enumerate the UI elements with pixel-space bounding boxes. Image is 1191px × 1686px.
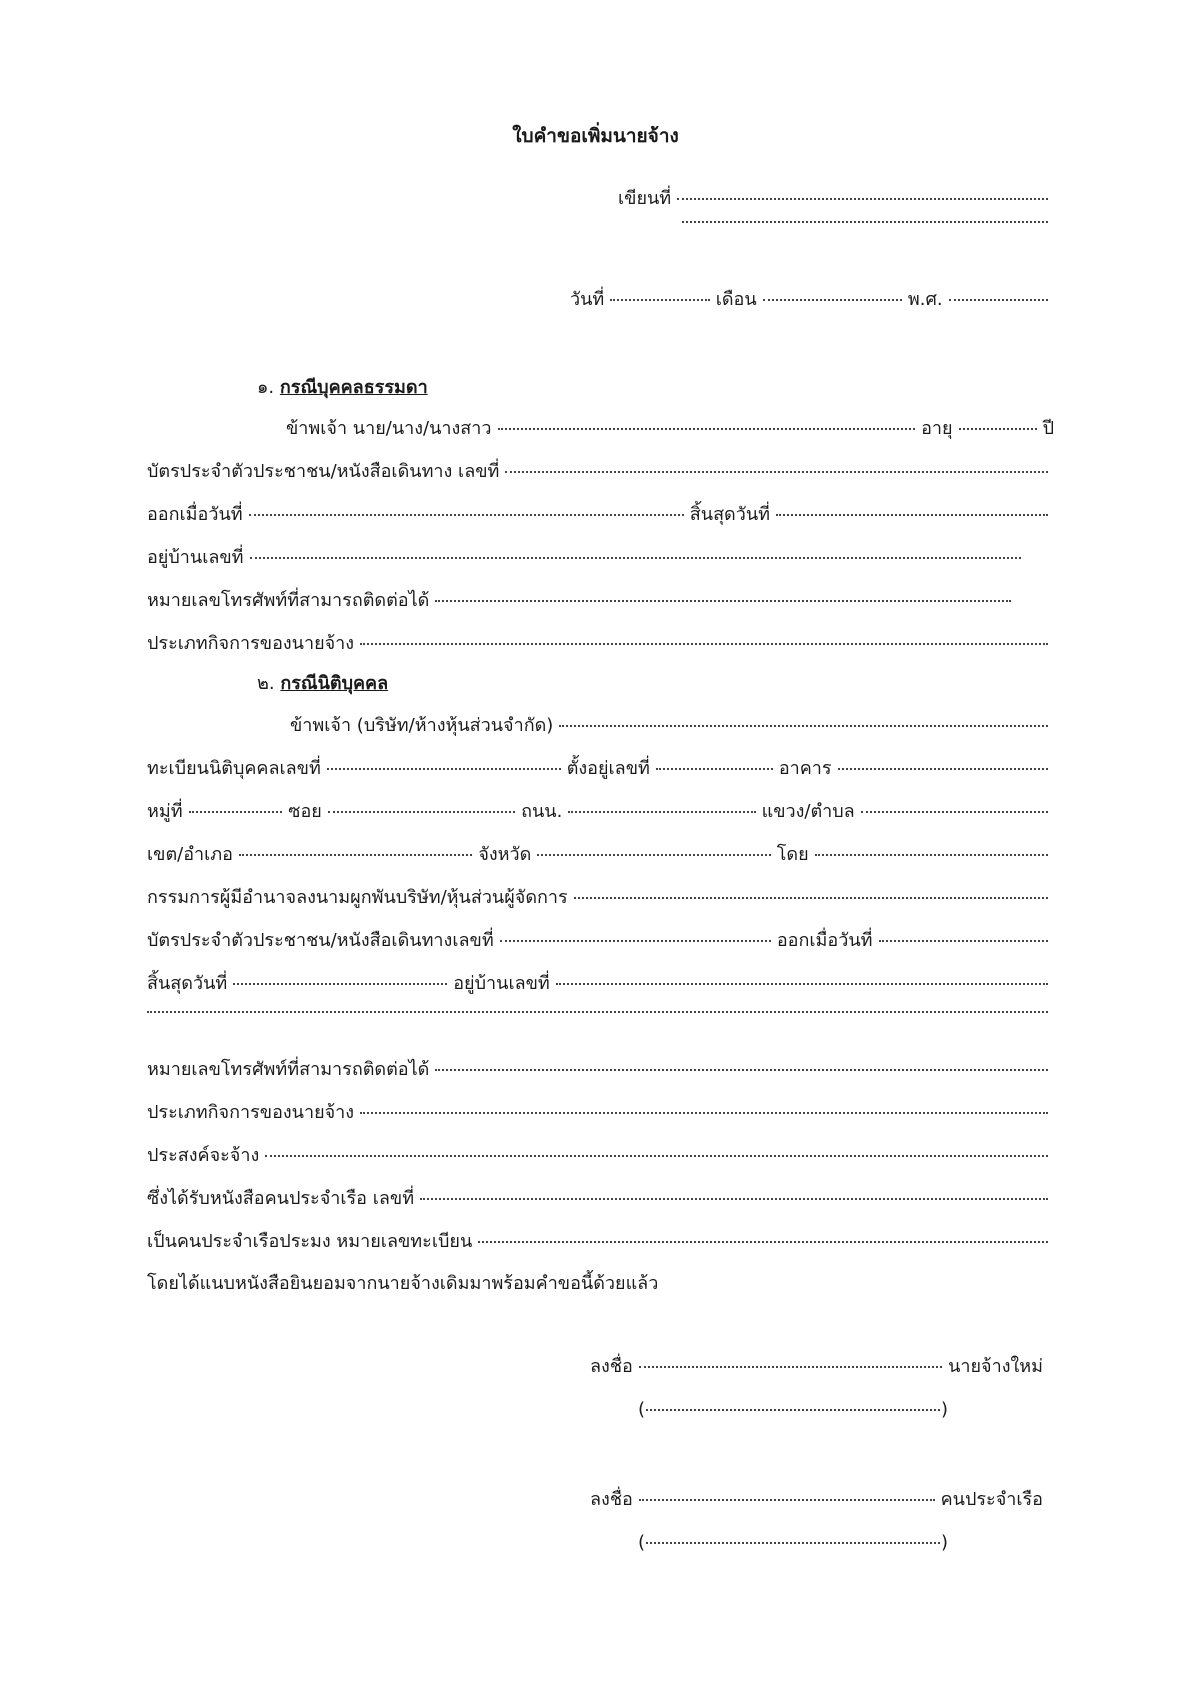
s1-name-field[interactable] [498, 428, 916, 430]
s2-company-line [290, 714, 1054, 738]
s2-subdistrict-label: แขวง/ตำบล [761, 801, 855, 822]
s2-hire-field[interactable] [265, 1155, 1048, 1157]
crew-name-line [638, 1531, 948, 1555]
s1-expiry-field[interactable] [776, 514, 1048, 516]
s2-moo-field[interactable] [189, 811, 283, 813]
s2-address-label: อยู่บ้านเลขที่ [453, 973, 550, 994]
s2-expiry-field[interactable] [233, 983, 447, 985]
s1-issue-field[interactable] [249, 514, 684, 516]
s2-business-line [147, 1101, 1054, 1125]
s2-building-field[interactable] [838, 768, 1048, 770]
s1-address-line [147, 546, 1027, 570]
s1-name-line [286, 417, 1054, 441]
date-month-field[interactable] [763, 299, 902, 301]
crew-name-field[interactable] [646, 1542, 940, 1544]
s2-crewbook-field[interactable] [420, 1198, 1048, 1200]
s2-address-field[interactable] [556, 983, 1048, 985]
s2-by-label: โดย [776, 844, 809, 865]
s2-expiry-line [147, 972, 1054, 996]
s2-road-field[interactable] [568, 811, 755, 813]
date-month-label: เดือน [715, 289, 757, 310]
s1-name-label: ข้าพเจ้า นาย/นาง/นางสาว [286, 418, 492, 439]
s1-id-label: บัตรประจำตัวประชาชน/หนังสือเดินทาง เลขที่ [147, 461, 500, 482]
s2-reg-line [147, 757, 1054, 781]
s1-years-label: ปี [1042, 418, 1054, 439]
sign-employer-field[interactable] [639, 1366, 942, 1368]
date-day-label: วันที่ [570, 289, 605, 310]
section2-heading [257, 672, 388, 696]
s2-company-field[interactable] [559, 725, 1048, 727]
crew-paren-open: ( [638, 1532, 646, 1553]
s1-age-label: อายุ [921, 418, 953, 439]
s2-issue-label: ออกเมื่อวันที่ [776, 930, 873, 951]
employer-name-field[interactable] [646, 1409, 940, 1411]
written-at-field[interactable] [677, 198, 1048, 200]
s2-id-line [147, 929, 1054, 953]
employer-paren-close: ) [940, 1399, 948, 1420]
crew-label: คนประจำเรือ [940, 1489, 1043, 1510]
s2-director-field[interactable] [574, 897, 1048, 899]
s1-business-field[interactable] [360, 643, 1048, 645]
s1-phone-label: หมายเลขโทรศัพท์ที่สามารถติดต่อได้ [147, 590, 430, 611]
s2-road-label: ถนน. [521, 801, 563, 822]
s2-phone-label: หมายเลขโทรศัพท์ที่สามารถติดต่อได้ [147, 1059, 430, 1080]
s2-moo-label: หมู่ที่ [147, 801, 183, 822]
s1-address-field[interactable] [250, 557, 1021, 559]
s2-province-label: จังหวัด [478, 844, 532, 865]
s2-building-label: อาคาร [778, 758, 832, 779]
s2-consent-line [147, 1272, 1054, 1296]
section1-number: ๑. [257, 377, 275, 398]
s2-id-field[interactable] [500, 940, 771, 942]
s2-business-field[interactable] [360, 1112, 1048, 1114]
s2-director-label: กรรมการผู้มีอำนาจลงนามผูกพันบริษัท/หุ้นส่วนผู้จัดการ [147, 887, 568, 908]
s2-company-label: ข้าพเจ้า (บริษัท/ห้างหุ้นส่วนจำกัด) [290, 715, 554, 736]
section2-title: กรณีนิติบุคคล [280, 673, 389, 694]
written-at-line-2 [676, 225, 1054, 227]
s1-age-field[interactable] [959, 428, 1037, 430]
s1-id-field[interactable] [505, 471, 1048, 473]
document-title: ใบคำขอเพิ่มนายจ้าง [512, 125, 679, 147]
s2-by-field[interactable] [815, 854, 1048, 856]
s1-expiry-label: สิ้นสุดวันที่ [689, 504, 771, 525]
section2-number: ๒. [257, 673, 275, 694]
s2-vessel-label: เป็นคนประจำเรือประมง หมายเลขทะเบียน [147, 1231, 473, 1252]
sign-employer-line [590, 1355, 1043, 1379]
s2-located-field[interactable] [656, 768, 773, 770]
s1-business-label: ประเภทกิจการของนายจ้าง [147, 633, 355, 654]
section1-heading [257, 376, 428, 400]
s2-consent-text: โดยได้แนบหนังสือยินยอมจากนายจ้างเดิมมาพร้อมคำขอนี้ด้วยแล้ว [147, 1273, 659, 1294]
s1-phone-field[interactable] [435, 600, 1011, 602]
s2-phone-line [147, 1058, 1054, 1082]
s2-hire-label: ประสงค์จะจ้าง [147, 1145, 260, 1166]
sign-crew-field[interactable] [639, 1499, 935, 1501]
s2-business-label: ประเภทกิจการของนายจ้าง [147, 1102, 355, 1123]
date-year-label: พ.ศ. [907, 289, 943, 310]
s2-address-field-2[interactable] [147, 1011, 1048, 1013]
written-at-line [618, 187, 1054, 211]
written-at-field-2[interactable] [682, 221, 1048, 223]
employer-paren-open: ( [638, 1399, 646, 1420]
s2-vessel-field[interactable] [478, 1241, 1048, 1243]
s2-district-label: เขต/อำเภอ [147, 844, 233, 865]
new-employer-label: นายจ้างใหม่ [948, 1356, 1043, 1377]
date-line [570, 288, 1054, 312]
s1-address-label: อยู่บ้านเลขที่ [147, 547, 244, 568]
s1-phone-line [147, 589, 1017, 613]
s2-province-field[interactable] [537, 854, 770, 856]
s2-district-line [147, 843, 1054, 867]
s2-district-field[interactable] [239, 854, 472, 856]
s1-issue-label: ออกเมื่อวันที่ [147, 504, 243, 525]
s2-vessel-line [147, 1230, 1054, 1254]
s2-director-line [147, 886, 1054, 910]
written-at-label: เขียนที่ [618, 188, 672, 209]
s2-reg-label: ทะเบียนนิติบุคคลเลขที่ [147, 758, 321, 779]
s2-crewbook-line [147, 1187, 1054, 1211]
s1-id-line [147, 460, 1054, 484]
sign-crew-label: ลงชื่อ [590, 1489, 633, 1510]
s2-reg-field[interactable] [327, 768, 561, 770]
s1-business-line [147, 632, 1054, 656]
date-day-field[interactable] [610, 299, 709, 301]
s2-issue-field[interactable] [879, 940, 1049, 942]
s2-located-label: ตั้งอยู่เลขที่ [566, 758, 650, 779]
s2-phone-field[interactable] [435, 1069, 1048, 1071]
employer-name-line [638, 1398, 948, 1422]
crew-paren-close: ) [940, 1532, 948, 1553]
s2-hire-line [147, 1144, 1054, 1168]
date-year-field[interactable] [949, 299, 1048, 301]
s2-soi-label: ซอย [288, 801, 322, 822]
s2-address-line-2 [147, 1015, 1054, 1017]
s2-id-label: บัตรประจำตัวประชาชน/หนังสือเดินทางเลขที่ [147, 930, 494, 951]
s2-subdistrict-field[interactable] [861, 811, 1048, 813]
sign-crew-line [590, 1488, 1043, 1512]
sign-employer-label: ลงชื่อ [590, 1356, 633, 1377]
s2-moo-line [147, 800, 1054, 824]
section1-title: กรณีบุคคลธรรมดา [279, 377, 428, 398]
s2-expiry-label: สิ้นสุดวันที่ [147, 973, 228, 994]
s1-issue-line [147, 503, 1054, 527]
s2-soi-field[interactable] [328, 811, 515, 813]
s2-crewbook-label: ซึ่งได้รับหนังสือคนประจำเรือ เลขที่ [147, 1188, 415, 1209]
